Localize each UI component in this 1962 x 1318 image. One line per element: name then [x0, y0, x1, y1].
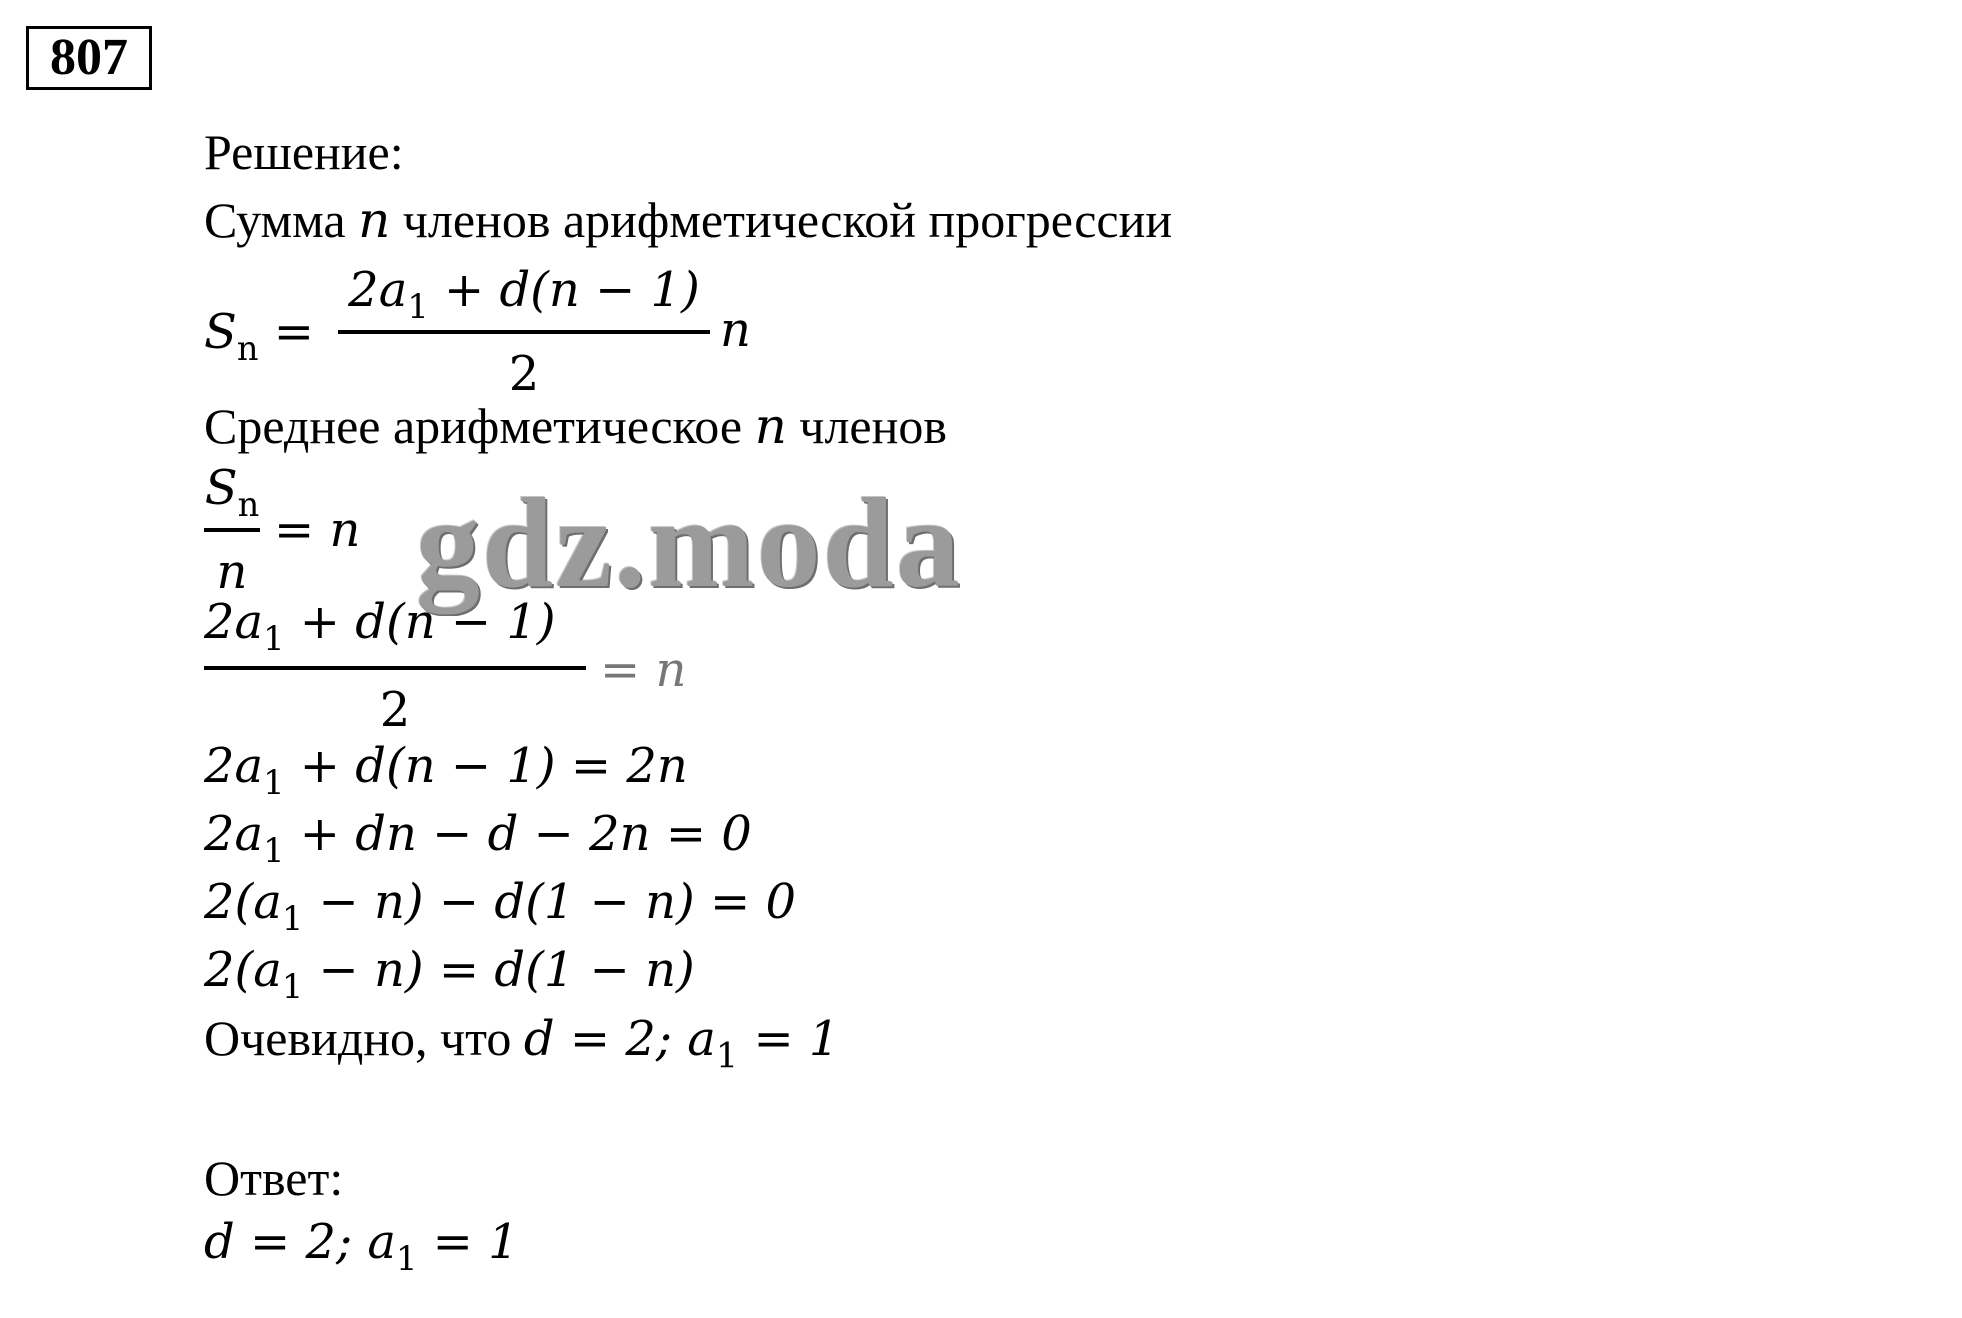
- formula1-num-rest: + d(n − 1): [428, 262, 700, 318]
- formula3-num-sub: 1: [263, 618, 285, 658]
- eq4-a: 2(a: [204, 942, 282, 998]
- mean-description: [204, 396, 947, 456]
- formula1-fraction-bar: [338, 330, 710, 334]
- obvious-sub: 1: [715, 1036, 739, 1077]
- formula3-num-rest: + d(n − 1): [284, 594, 556, 650]
- formula3-num-2a: 2a: [204, 594, 264, 650]
- eq1-a: 2a: [204, 738, 264, 794]
- formula2-denominator: n: [216, 544, 248, 600]
- obvious-math-a: d = 2; a: [523, 1011, 716, 1067]
- sum-description: [204, 190, 1172, 250]
- mean-text-before: Среднее арифметическое: [204, 398, 755, 454]
- mean-text-after: членов: [786, 398, 947, 454]
- sum-text-after: членов арифметической прогрессии: [390, 192, 1173, 248]
- answer-sub: 1: [396, 1238, 418, 1278]
- answer-a: d = 2; a: [204, 1214, 397, 1270]
- eq2-b: + dn − d − 2n = 0: [284, 806, 752, 862]
- equation-line-3: [204, 872, 796, 949]
- formula2-S-sub: n: [237, 484, 260, 524]
- formula2-rhs: = n: [274, 502, 361, 558]
- formula1-eq: =: [258, 304, 315, 360]
- sum-text-before: Сумма: [204, 192, 359, 248]
- eq1-b: + d(n − 1) = 2n: [284, 738, 688, 794]
- eq3-b: − n) − d(1 − n) = 0: [303, 874, 797, 930]
- eq3-sub: 1: [281, 898, 304, 938]
- formula2-numerator: [200, 460, 264, 533]
- formula3-fraction-bar: [204, 666, 586, 670]
- equation-line-4: [204, 940, 695, 1017]
- sum-var-n: n: [358, 191, 391, 249]
- mean-var-n: n: [754, 397, 787, 455]
- watermark-logo: gdz.moda: [416, 472, 962, 614]
- answer-b: = 1: [417, 1214, 519, 1270]
- formula1-after-n: n: [720, 302, 751, 358]
- equation-line-1: [204, 736, 688, 813]
- eq2-a: 2a: [204, 806, 264, 862]
- answer-line: [204, 1212, 519, 1289]
- formula1-lhs: [204, 302, 314, 379]
- eq3-a: 2(a: [204, 874, 282, 930]
- formula3-denominator: 2: [379, 682, 411, 738]
- formula2-fraction-bar: [204, 528, 260, 532]
- equation-line-2: [204, 804, 752, 881]
- eq4-b: − n) = d(1 − n): [303, 942, 695, 998]
- answer-label: Ответ:: [204, 1150, 344, 1206]
- solution-label: Решение:: [204, 124, 404, 180]
- formula1-num-sub: 1: [407, 286, 429, 326]
- formula1-S-sub: n: [236, 328, 259, 368]
- eq1-sub: 1: [263, 762, 285, 802]
- formula2-S: S: [204, 460, 238, 516]
- formula1-S: S: [204, 304, 237, 360]
- eq4-sub: 1: [281, 966, 304, 1006]
- formula1-denominator: 2: [508, 346, 540, 402]
- formula1-num-2a: 2a: [348, 262, 408, 318]
- obvious-math-b: = 1: [738, 1011, 840, 1067]
- problem-number: 807: [26, 26, 152, 90]
- obvious-text: Очевидно, что: [204, 1010, 524, 1066]
- eq2-sub: 1: [263, 830, 285, 870]
- formula3-rhs: = n: [600, 642, 687, 698]
- formula1-numerator: [338, 262, 710, 335]
- obvious-line: [204, 1008, 839, 1086]
